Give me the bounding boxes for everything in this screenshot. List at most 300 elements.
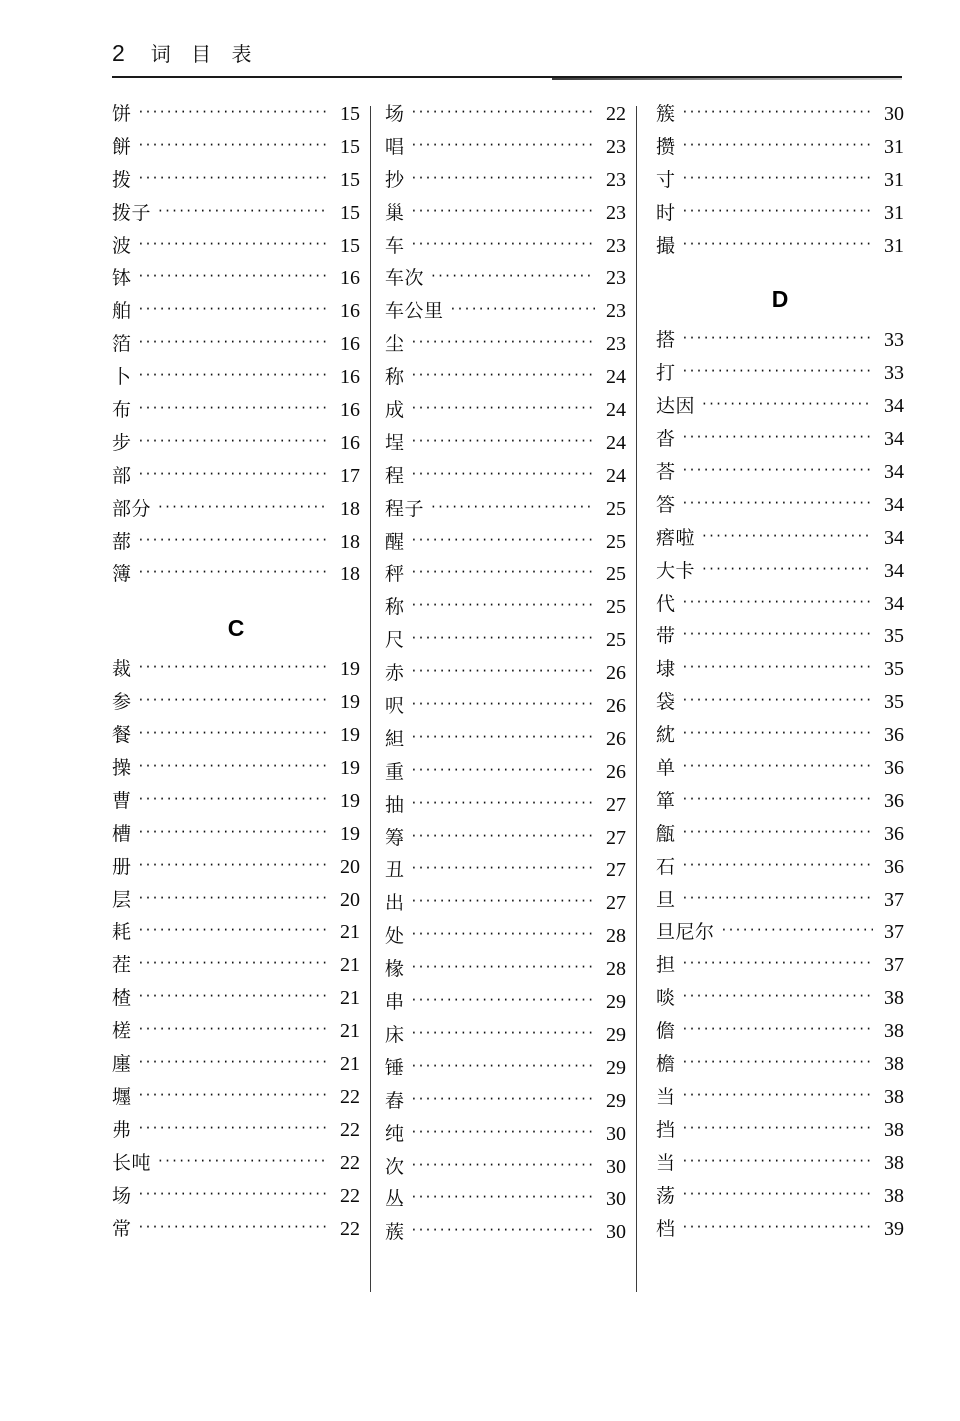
index-entry[interactable] [112, 692, 360, 725]
index-entry[interactable] [112, 791, 360, 824]
index-entry[interactable] [656, 955, 904, 988]
dot-leader [412, 1224, 595, 1238]
entry-page-number: 34 [884, 462, 904, 484]
entry-term: 场 [112, 1185, 132, 1207]
column-divider-1 [370, 106, 371, 1292]
index-entry[interactable] [656, 824, 904, 857]
index-entry[interactable] [112, 725, 360, 758]
entry-term: 檐 [656, 1054, 676, 1076]
entry-page-number: 36 [884, 725, 904, 747]
index-entry[interactable] [385, 1222, 626, 1255]
dot-leader [722, 924, 873, 938]
entry-page-number: 28 [606, 926, 626, 948]
index-entry[interactable] [656, 528, 904, 561]
dot-leader [412, 764, 595, 778]
dot-leader [683, 826, 873, 840]
entry-page-number: 29 [606, 1057, 626, 1079]
entry-page-number: 27 [606, 827, 626, 849]
entry-term: 担 [656, 955, 676, 977]
index-entry[interactable] [385, 729, 626, 762]
index-entry[interactable] [656, 561, 904, 594]
entry-page-number: 35 [884, 659, 904, 681]
dot-leader [412, 632, 595, 646]
entry-term: 尺 [385, 630, 405, 652]
index-entry[interactable] [385, 992, 626, 1025]
dot-leader [412, 862, 595, 876]
entry-page-number: 31 [884, 235, 904, 257]
entry-term: 车 [385, 235, 405, 257]
entry-term: 甔 [656, 823, 676, 845]
entry-term: 呎 [385, 696, 405, 718]
entry-page-number: 37 [884, 955, 904, 977]
dot-leader [139, 336, 329, 350]
entry-term: 代 [656, 593, 676, 615]
dot-leader [412, 534, 595, 548]
index-entry[interactable] [385, 367, 626, 400]
entry-page-number: 21 [340, 955, 360, 977]
entry-term: 饼 [112, 104, 132, 125]
entry-page-number: 37 [884, 922, 904, 944]
header-rule [112, 76, 902, 78]
entry-page-number: 18 [340, 564, 360, 586]
entry-page-number: 38 [884, 1054, 904, 1076]
entry-term: 攒 [656, 136, 676, 158]
entry-page-number: 21 [340, 1021, 360, 1043]
entry-page-number: 23 [606, 334, 626, 356]
index-entry[interactable] [112, 433, 360, 466]
entry-page-number: 33 [884, 363, 904, 385]
entry-page-number: 29 [606, 1024, 626, 1046]
index-entry[interactable] [656, 988, 904, 1021]
entry-page-number: 34 [884, 494, 904, 516]
dot-leader [683, 431, 873, 445]
entry-term: 场 [385, 104, 405, 125]
index-entry[interactable] [112, 1120, 360, 1153]
entry-term: 蔀 [112, 531, 132, 553]
entry-term: 钵 [112, 268, 132, 290]
entry-page-number: 30 [606, 1222, 626, 1244]
entry-page-number: 19 [340, 725, 360, 747]
entry-term: 波 [112, 235, 132, 257]
index-entry[interactable] [656, 692, 904, 725]
entry-term: 荅 [656, 462, 676, 484]
index-entry[interactable] [112, 203, 360, 236]
entry-term: 成 [385, 400, 405, 422]
entry-page-number: 23 [606, 169, 626, 191]
index-entry[interactable] [112, 955, 360, 988]
entry-term: 簿 [112, 564, 132, 586]
dot-leader [412, 895, 595, 909]
entry-page-number: 16 [340, 301, 360, 323]
entry-term: 大卡 [656, 560, 696, 582]
dot-leader [683, 596, 873, 610]
dot-leader [683, 139, 873, 153]
entry-term: 操 [112, 758, 132, 780]
entry-term: 程 [385, 465, 405, 487]
index-entry[interactable] [656, 1219, 904, 1252]
index-entry[interactable] [385, 696, 626, 729]
dot-leader [139, 1023, 329, 1037]
entry-term: 单 [656, 758, 676, 780]
entry-page-number: 26 [606, 728, 626, 750]
index-entry[interactable] [656, 857, 904, 890]
column-divider-2 [636, 106, 637, 1292]
entry-term: 纯 [385, 1123, 405, 1145]
dot-leader [412, 830, 595, 844]
entry-page-number: 15 [340, 104, 360, 125]
entry-term: 巢 [385, 202, 405, 224]
index-column-1 [112, 104, 370, 1294]
dot-leader [683, 1023, 873, 1037]
dot-leader [683, 1089, 873, 1103]
entry-page-number: 25 [606, 630, 626, 652]
dot-leader [412, 1126, 595, 1140]
dot-leader [702, 530, 873, 544]
entry-term: 箔 [112, 334, 132, 356]
index-entry[interactable] [385, 203, 626, 236]
index-entry[interactable] [656, 594, 904, 627]
entry-page-number: 22 [340, 1086, 360, 1108]
index-entry[interactable] [385, 1189, 626, 1222]
entry-term: 丑 [385, 860, 405, 882]
index-entry[interactable] [385, 1025, 626, 1058]
index-entry[interactable] [656, 330, 904, 363]
index-entry[interactable] [656, 203, 904, 236]
index-entry[interactable] [385, 1157, 626, 1190]
index-entry[interactable] [385, 334, 626, 367]
section-letter-heading: C [227, 614, 245, 641]
index-entry[interactable] [385, 236, 626, 269]
index-entry[interactable] [112, 758, 360, 791]
dot-leader [683, 238, 873, 252]
entry-page-number: 16 [340, 367, 360, 389]
index-entry[interactable] [656, 170, 904, 203]
dot-leader [139, 859, 329, 873]
index-entry[interactable] [112, 1186, 360, 1219]
entry-term: 廛 [112, 1054, 132, 1076]
entry-page-number: 23 [606, 235, 626, 257]
index-entry[interactable] [656, 1153, 904, 1186]
index-entry[interactable] [385, 926, 626, 959]
entry-term: 拨子 [112, 202, 152, 224]
dot-leader [412, 797, 595, 811]
entry-term: 册 [112, 856, 132, 878]
entry-term: 处 [385, 926, 405, 948]
index-entry[interactable] [385, 795, 626, 828]
index-entry[interactable] [656, 137, 904, 170]
entry-page-number: 25 [606, 531, 626, 553]
entry-term: 出 [385, 893, 405, 915]
entry-term: 餐 [112, 725, 132, 747]
dot-leader [683, 760, 873, 774]
index-entry[interactable] [385, 564, 626, 597]
dot-leader [139, 924, 329, 938]
index-entry[interactable] [112, 499, 360, 532]
index-entry[interactable] [385, 663, 626, 696]
entry-page-number: 34 [884, 560, 904, 582]
dot-leader [412, 994, 595, 1008]
dot-leader [412, 1093, 595, 1107]
index-entry[interactable] [656, 396, 904, 429]
entry-term: 当 [656, 1086, 676, 1108]
entry-term: 旦 [656, 889, 676, 911]
entry-page-number: 17 [340, 465, 360, 487]
dot-leader [702, 398, 873, 412]
entry-term: 唱 [385, 136, 405, 158]
index-entry[interactable] [112, 236, 360, 269]
index-entry[interactable] [656, 1054, 904, 1087]
entry-term: 锤 [385, 1057, 405, 1079]
entry-term: 卜 [112, 367, 132, 389]
entry-page-number: 20 [340, 889, 360, 911]
index-entry[interactable] [385, 959, 626, 992]
index-entry[interactable] [112, 268, 360, 301]
entry-term: 长吨 [112, 1152, 152, 1174]
index-entry[interactable] [385, 860, 626, 893]
dot-leader [158, 1155, 329, 1169]
entry-page-number: 30 [606, 1123, 626, 1145]
index-entry[interactable] [385, 268, 626, 301]
entry-page-number: 24 [606, 432, 626, 454]
entry-term: 抄 [385, 169, 405, 191]
index-entry[interactable] [112, 334, 360, 367]
dot-leader [431, 501, 595, 515]
index-entry[interactable] [656, 236, 904, 269]
running-head [112, 42, 902, 82]
entry-page-number: 31 [884, 202, 904, 224]
index-entry[interactable] [656, 791, 904, 824]
index-entry[interactable] [656, 1021, 904, 1054]
dot-leader [683, 106, 873, 120]
index-entry[interactable] [656, 1087, 904, 1120]
entry-term: 档 [656, 1218, 676, 1240]
index-entry[interactable] [656, 890, 904, 923]
entry-page-number: 38 [884, 1185, 904, 1207]
entry-page-number: 36 [884, 758, 904, 780]
dot-leader [412, 1159, 595, 1173]
dot-leader [412, 928, 595, 942]
index-entry[interactable] [656, 922, 904, 955]
index-entry[interactable] [112, 922, 360, 955]
index-columns [112, 104, 904, 1294]
dot-leader [139, 957, 329, 971]
entry-term: 抽 [385, 794, 405, 816]
entry-page-number: 35 [884, 692, 904, 714]
index-entry[interactable] [112, 1021, 360, 1054]
index-entry[interactable] [112, 659, 360, 692]
index-entry[interactable] [385, 104, 626, 137]
index-entry[interactable] [112, 400, 360, 433]
entry-term: 层 [112, 889, 132, 911]
index-entry[interactable] [112, 1153, 360, 1186]
entry-page-number: 33 [884, 330, 904, 352]
index-entry[interactable] [112, 104, 360, 137]
index-entry[interactable] [385, 400, 626, 433]
index-entry[interactable] [656, 1120, 904, 1153]
index-entry[interactable] [112, 857, 360, 890]
dot-leader [412, 139, 595, 153]
entry-page-number: 23 [606, 268, 626, 290]
index-entry[interactable] [112, 532, 360, 565]
entry-page-number: 25 [606, 597, 626, 619]
dot-leader [683, 1221, 873, 1235]
entry-page-number: 22 [340, 1152, 360, 1174]
index-entry[interactable] [385, 597, 626, 630]
entry-page-number: 19 [340, 823, 360, 845]
entry-page-number: 39 [884, 1218, 904, 1240]
entry-page-number: 29 [606, 1090, 626, 1112]
index-entry[interactable] [656, 659, 904, 692]
entry-term: 床 [385, 1024, 405, 1046]
entry-term: 醒 [385, 531, 405, 553]
entry-page-number: 38 [884, 1119, 904, 1141]
entry-term: 打 [656, 363, 676, 385]
dot-leader [683, 464, 873, 478]
dot-leader [683, 859, 873, 873]
index-entry[interactable] [385, 1124, 626, 1157]
dot-leader [431, 270, 595, 284]
index-entry[interactable] [385, 466, 626, 499]
dot-leader [683, 694, 873, 708]
index-entry[interactable] [385, 828, 626, 861]
index-entry[interactable] [112, 564, 360, 597]
entry-term: 儋 [656, 1021, 676, 1043]
entry-term: 曹 [112, 790, 132, 812]
entry-page-number: 16 [340, 400, 360, 422]
index-entry[interactable] [385, 170, 626, 203]
entry-term: 裁 [112, 659, 132, 681]
entry-term: 步 [112, 432, 132, 454]
entry-term: 次 [385, 1156, 405, 1178]
dot-leader [683, 990, 873, 1004]
index-entry[interactable] [656, 462, 904, 495]
entry-page-number: 16 [340, 432, 360, 454]
entry-page-number: 28 [606, 959, 626, 981]
index-entry[interactable] [112, 824, 360, 857]
entry-term: 寸 [656, 169, 676, 191]
entry-term: 耗 [112, 922, 132, 944]
entry-term: 当 [656, 1152, 676, 1174]
index-entry[interactable] [656, 725, 904, 758]
dot-leader [412, 336, 595, 350]
entry-term: 弗 [112, 1119, 132, 1141]
index-entry[interactable] [112, 367, 360, 400]
entry-page-number: 23 [606, 136, 626, 158]
dot-leader [139, 826, 329, 840]
entry-page-number: 22 [340, 1185, 360, 1207]
entry-page-number: 36 [884, 823, 904, 845]
index-entry[interactable] [112, 988, 360, 1021]
dot-leader [139, 435, 329, 449]
entry-term: 搭 [656, 330, 676, 352]
index-entry[interactable] [385, 499, 626, 532]
index-entry[interactable] [112, 1054, 360, 1087]
index-entry[interactable] [385, 893, 626, 926]
entry-page-number: 34 [884, 396, 904, 418]
entry-page-number: 34 [884, 593, 904, 615]
entry-term: 椽 [385, 959, 405, 981]
index-entry[interactable] [385, 1058, 626, 1091]
entry-page-number: 19 [340, 659, 360, 681]
entry-term: 时 [656, 202, 676, 224]
index-entry[interactable] [385, 762, 626, 795]
dot-leader [412, 172, 595, 186]
entry-page-number: 15 [340, 136, 360, 158]
dot-leader [683, 661, 873, 675]
index-column-3 [636, 104, 904, 1294]
entry-page-number: 21 [340, 922, 360, 944]
dot-leader [139, 793, 329, 807]
entry-term: 楂 [112, 988, 132, 1010]
index-entry[interactable] [385, 532, 626, 565]
index-entry[interactable] [656, 758, 904, 791]
entry-term: 餅 [112, 136, 132, 158]
index-entry[interactable] [112, 301, 360, 334]
entry-term: 车次 [385, 268, 425, 290]
section-letter-heading: D [771, 285, 789, 312]
dot-leader [158, 501, 329, 515]
index-entry[interactable] [656, 626, 904, 659]
index-entry[interactable] [112, 1087, 360, 1120]
entry-term: 箪 [656, 790, 676, 812]
index-entry[interactable] [385, 301, 626, 334]
dot-leader [139, 694, 329, 708]
dot-leader [139, 892, 329, 906]
entry-page-number: 18 [340, 531, 360, 553]
entry-page-number: 22 [606, 104, 626, 125]
entry-term: 秤 [385, 564, 405, 586]
dot-leader [412, 961, 595, 975]
index-entry[interactable] [385, 630, 626, 663]
index-entry[interactable] [385, 137, 626, 170]
index-entry[interactable] [112, 890, 360, 923]
index-entry[interactable] [656, 1186, 904, 1219]
dot-leader [139, 760, 329, 774]
entry-term: 部分 [112, 498, 152, 520]
dot-leader [412, 599, 595, 613]
entry-term: 簇 [656, 104, 676, 125]
dot-leader [412, 566, 595, 580]
index-entry[interactable] [656, 429, 904, 462]
entry-term: 部 [112, 465, 132, 487]
dot-leader [139, 1122, 329, 1136]
index-entry[interactable] [112, 137, 360, 170]
index-entry[interactable] [112, 1219, 360, 1252]
entry-page-number: 26 [606, 663, 626, 685]
entry-term: 蔟 [385, 1222, 405, 1244]
entry-page-number: 22 [340, 1119, 360, 1141]
index-entry[interactable] [656, 495, 904, 528]
index-entry[interactable] [385, 1091, 626, 1124]
index-entry[interactable] [385, 433, 626, 466]
index-entry[interactable] [112, 170, 360, 203]
entry-page-number: 26 [606, 761, 626, 783]
dot-leader [412, 1060, 595, 1074]
dot-leader [139, 1089, 329, 1103]
entry-page-number: 38 [884, 1021, 904, 1043]
entry-page-number: 24 [606, 367, 626, 389]
index-entry[interactable] [112, 466, 360, 499]
dot-leader [139, 106, 329, 120]
index-entry[interactable] [656, 104, 904, 137]
dot-leader [412, 369, 595, 383]
dot-leader [683, 205, 873, 219]
entry-term: 沓 [656, 429, 676, 451]
entry-term: 啖 [656, 988, 676, 1010]
entry-term: 瘩啦 [656, 527, 696, 549]
dot-leader [412, 238, 595, 252]
index-entry[interactable] [656, 363, 904, 396]
